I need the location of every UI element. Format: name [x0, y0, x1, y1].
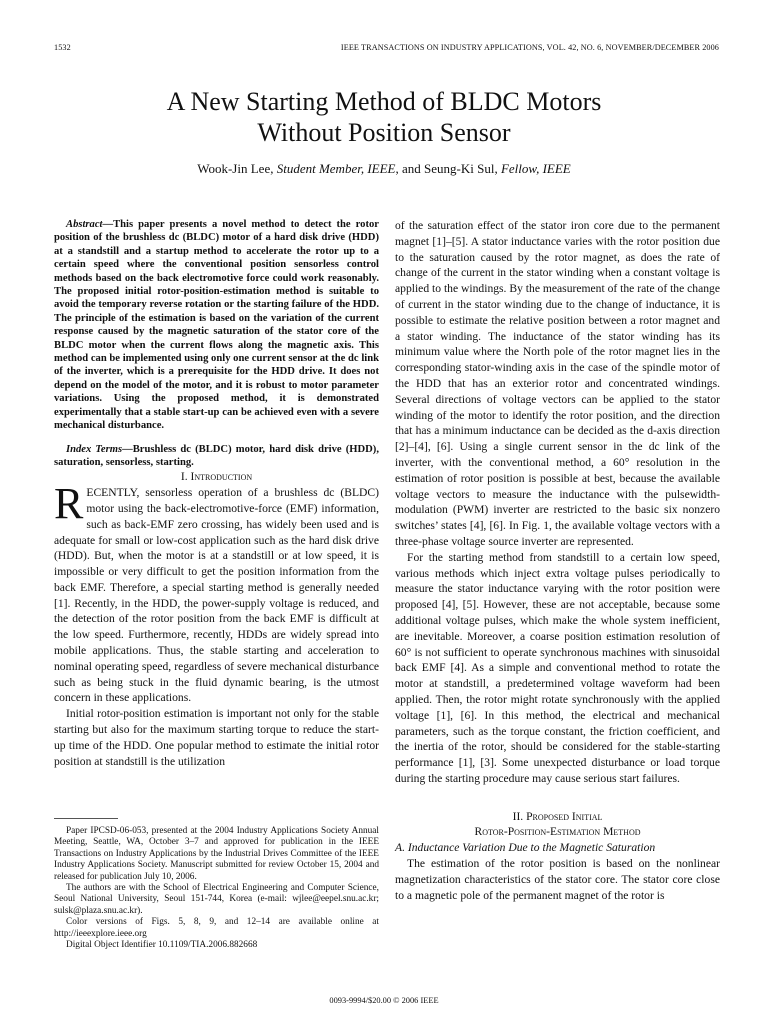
title-line-2: Without Position Sensor [257, 118, 511, 147]
left-column [54, 218, 379, 769]
footnotes [54, 826, 379, 951]
index-terms-text: —Brushless dc (BLDC) motor, hard disk drive (HDD), saturation, sensorless, starting. [54, 443, 379, 468]
footnote-3: Color versions of Figs. 5, 8, 9, and 12–14 are available online at http://ieeexplore.ieee.org [54, 917, 379, 939]
body-paragraph-1: of the saturation effect of the stator iron core due to the permanent magnet [1]–[5]. A stator inductance varies with the rotor position due to the saturation caused by the rotor magnet, as does the rate of change of the current in the stator winding when a constant voltage is applied to the windings. By the measurement of the rate of the change of current in the stator winding due to the change of inductance, it is possible to estimate the relative position between a rotor magnet and a stator winding. The inductance of the stator winding has its minimum value where the North pole of the rotor magnet lies in the corresponding stator-winding axis in the case of the spindle motor of the HDD that has an exterior rotor and concentrated windings. Several directions of voltage vectors can be applied to the stator winding of the motor to identify the rotor position, and the direction that has a minimum inductance can be decided as the d-axis direction [2]–[4], [6]. Using a single current sensor in the dc link of the inverter, with the conventional method, a 60° resolution in the estimation of rotor position is possible at best, because the available voltage vectors to measure the inductance with the pulsewidth-modulation (PWM) inverter are restricted to the basic six nonzero switches’ states [4], [6]. In Fig. 1, the available voltage vectors with a three-phase voltage source inverter are represented. [395, 219, 720, 548]
body-paragraph-3: The estimation of the rotor position is based on the nonlinear magnetization characteristics of the stator core. The stator core close to a magnetic pole of the permanent magnet of the rotor is [395, 857, 720, 902]
copyright-line: 0093-9994/$20.00 © 2006 IEEE [329, 996, 439, 1005]
title-line-1: A New Starting Method of BLDC Motors [166, 87, 602, 116]
subsection-heading: A. Inductance Variation Due to the Magnetic Saturation [395, 841, 656, 855]
intro-paragraph-2: Initial rotor-position estimation is important not only for the stable starting but also for the maximum starting torque to reduce the start-up time of the HDD. One popular method to estimate the initial rotor position at standstill is the utilization [54, 707, 379, 768]
body-paragraph-2: For the starting method from standstill to a certain low speed, various methods which inject extra voltage pulses periodically to measure the stator inductance varying with the rotor position were proposed [4], [5]. However, these are not acceptable, because some additional voltage pulses, which make the whole system inefficient, are inevitable. Moreover, a coarse position estimation resolution of 60° is not sufficient to operate synchronous machines with sinusoidal back EMF [4]. As a simple and conventional method to rotate the motor at standstill, a predetermined voltage waveform had been applied. Then, the rotor might rotate synchronously with the applied voltage [1], [6]. In this method, the electrical and mechanical parameters, such as the torque constant, the friction coefficient, and the inertia of the rotor, should be considered for the stable-starting performance [1], [3]. Some unexpected disturbance or load torque during the starting procedure may cause serious start failures. [395, 550, 720, 785]
author-line [0, 161, 768, 177]
section-2-heading-line-2: Rotor-Position-Estimation Method [474, 825, 641, 839]
running-header [54, 43, 719, 57]
footnote-rule [54, 818, 118, 819]
abstract-text: —This paper presents a novel method to detect the rotor position of the brushless dc (BLDC) motor of a hard disk drive (HDD) at a standstill and a startup method to accelerate the rotor up to a certain speed where the conventional position sensorless control methods based on the back electromotive force could work reasonably. The proposed initial rotor-position-estimation method is suitable to avoid the temporary reverse rotation or the starting failure of the HDD. The principle of the estimation is based on the variation of the current response caused by the magnetic saturation of the stator core of the BLDC motor when the current flows along the magnetic axis. This method can be implemented using only one current sensor at the dc link of the inverter, which is a prerequisite for the HDD drive. It does not depend on the model of the motor, and it is robust to motor parameter variations. Using the proposed method, it is demonstrated experimentally that a stable start-up can be achieved even with a severe mechanical disturbance. [54, 219, 379, 432]
abstract [54, 218, 379, 469]
author-2-role: Fellow, IEEE [500, 161, 571, 176]
abstract-label: Abstract [66, 219, 103, 230]
author-joiner: , and Seung-Ki Sul, [395, 161, 501, 176]
page-number: 1532 [54, 43, 71, 52]
author-1-role: Student Member, IEEE [276, 161, 396, 176]
footnote-2: The authors are with the School of Electrical Engineering and Computer Science, Seoul National University, Seoul 151-744, Korea (e-mail: wjlee@eepel.snu.ac.kr; sulsk@plaza.snu.ac.kr). [54, 883, 379, 916]
author-1-name: Wook-Jin Lee, [197, 161, 277, 176]
drop-cap: R [54, 479, 84, 529]
footnote-4: Digital Object Identifier 10.1109/TIA.2006.882668 [66, 940, 258, 951]
footnote-1: Paper IPCSD-06-053, presented at the 2004 Industry Applications Society Annual Meeting, Seattle, WA, October 3–7 and approved for publication in the IEEE Transactions on Industry Applications by the Industrial Drives Committee of the IEEE Industry Applications Society. Manuscript submitted for review October 15, 2004 and released for publication July 10, 2006. [54, 826, 379, 882]
section-2-heading-line-1: II. Proposed Initial [512, 809, 603, 823]
right-column [395, 218, 720, 903]
journal-line: IEEE TRANSACTIONS ON INDUSTRY APPLICATIONS, VOL. 42, NO. 6, NOVEMBER/DECEMBER 2006 [340, 43, 719, 52]
section-1-heading: I. Introduction [180, 470, 253, 484]
index-terms-label: Index Terms [66, 443, 123, 455]
intro-paragraph-1: RECENTLY, sensorless operation of a brushless dc (BLDC) motor using the back-electromotive-force (EMF) information, such as back-EMF zero crossing, has widely been used and is adequate for small or low-cost application such as the hard disk drive (HDD). But, when the motor is at a standstill or at low speed, it is impossible or very difficult to get the position information from the back EMF. Therefore, a special starting method is generally needed [1]. Recently, in the HDD, the power-supply voltage is reduced, and the detection of the rotor position from the back EMF is difficult at the low speed. Furthermore, recently, HDDs are widely spread into mobile applications. Thus, the stable starting and acceleration to nominal operating speed, regardless of severe mechanical disturbance such as being stuck in the fluid dynamic bearing, is the utmost concern in these applications. [54, 479, 379, 705]
paper-title [0, 86, 768, 148]
